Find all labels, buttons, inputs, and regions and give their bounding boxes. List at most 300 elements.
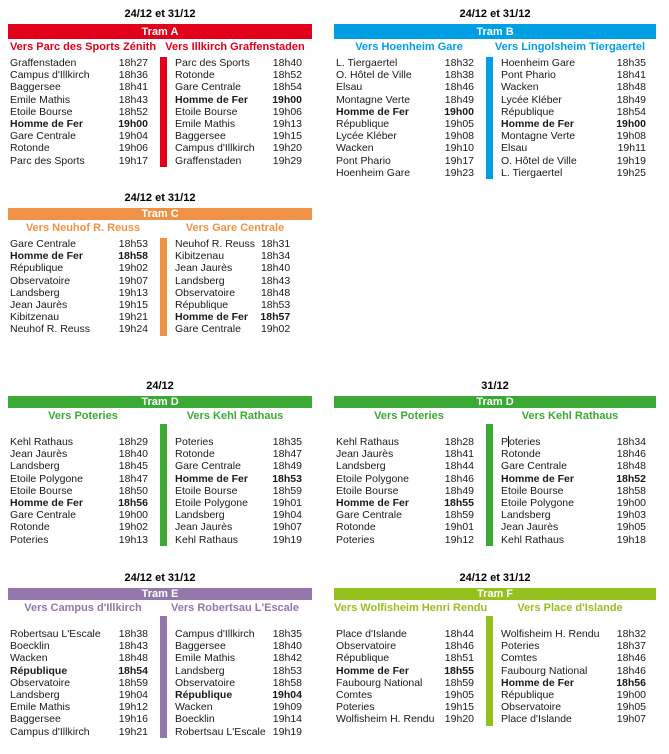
stop-name: Etoile Polygone bbox=[175, 497, 248, 510]
schedule-row bbox=[10, 118, 148, 130]
schedule-row bbox=[175, 106, 302, 118]
schedule-row bbox=[175, 534, 302, 546]
stop-name: Wacken bbox=[336, 142, 374, 155]
departure-time: 19h13 bbox=[118, 286, 148, 299]
schedule-row bbox=[336, 665, 474, 677]
schedule-date: 24/12 bbox=[146, 380, 174, 392]
departure-time: 18h36 bbox=[118, 69, 148, 82]
schedule-row bbox=[175, 130, 302, 142]
schedule-row bbox=[501, 509, 646, 521]
departure-time: 19h06 bbox=[272, 105, 302, 118]
tram-table-tram-f bbox=[334, 572, 656, 726]
schedule-date: 24/12 et 31/12 bbox=[459, 8, 531, 20]
schedule-row bbox=[175, 689, 302, 701]
departure-time: 18h52 bbox=[272, 69, 302, 82]
schedule-row bbox=[501, 460, 646, 472]
direction-heading: Vers Campus d'Illkirch bbox=[24, 602, 142, 614]
departure-time: 19h23 bbox=[444, 166, 474, 179]
departure-time: 19h06 bbox=[118, 142, 148, 155]
departure-time: 19h01 bbox=[272, 497, 302, 510]
departure-time: 18h54 bbox=[118, 664, 148, 677]
stop-name: Emile Mathis bbox=[10, 701, 71, 714]
stop-name: Rotonde bbox=[10, 142, 50, 155]
schedule-row bbox=[10, 262, 148, 274]
departure-time: 19h21 bbox=[118, 311, 148, 324]
schedule-row bbox=[175, 262, 290, 274]
direction-heading: Vers Poteries bbox=[374, 410, 444, 422]
stop-name: Lycée Kléber bbox=[501, 93, 562, 106]
stop-name: Wacken bbox=[501, 81, 539, 94]
departure-time: 18h35 bbox=[272, 436, 302, 448]
stop-name: Gare Centrale bbox=[10, 238, 76, 250]
schedule-row bbox=[175, 485, 302, 497]
stop-name: Homme de Fer bbox=[175, 472, 248, 485]
schedule-row bbox=[175, 713, 302, 725]
departure-time: 18h38 bbox=[444, 69, 474, 82]
column-divider bbox=[160, 616, 167, 738]
stop-name: Faubourg National bbox=[336, 676, 423, 689]
departure-time: 19h12 bbox=[444, 533, 474, 546]
stop-name: Rotonde bbox=[501, 448, 541, 461]
departure-time: 18h58 bbox=[272, 676, 302, 689]
departure-time: 19h00 bbox=[118, 118, 148, 131]
schedule-row bbox=[175, 701, 302, 713]
direction-heading: Vers Parc des Sports Zénith bbox=[9, 41, 157, 53]
timetable-body bbox=[8, 57, 312, 167]
schedule-row bbox=[501, 689, 646, 701]
schedule-row bbox=[175, 311, 290, 323]
tram-line-header: Tram E bbox=[8, 588, 312, 600]
schedule-row bbox=[10, 460, 148, 472]
departure-time: 19h09 bbox=[272, 701, 302, 714]
departure-time: 18h46 bbox=[444, 472, 474, 485]
schedule-row bbox=[175, 142, 302, 154]
departure-time: 19h12 bbox=[118, 701, 148, 714]
text-cursor bbox=[508, 436, 509, 447]
departure-time: 19h15 bbox=[118, 299, 148, 312]
schedule-date: 24/12 et 31/12 bbox=[124, 8, 196, 20]
stop-name: Wacken bbox=[10, 652, 48, 665]
schedule-row bbox=[175, 509, 302, 521]
schedule-row bbox=[10, 130, 148, 142]
schedule-row bbox=[336, 81, 474, 93]
tram-line-header: Tram A bbox=[8, 24, 312, 39]
departure-time: 18h35 bbox=[616, 57, 646, 69]
stop-name: Homme de Fer bbox=[336, 497, 409, 510]
stop-name: Landsberg bbox=[10, 689, 60, 702]
schedule-row bbox=[10, 509, 148, 521]
departure-time: 18h46 bbox=[444, 640, 474, 653]
direction-heading: Vers Lingolsheim Tiergaertel bbox=[494, 41, 646, 53]
departure-time: 19h00 bbox=[272, 93, 302, 106]
stop-name: Homme de Fer bbox=[10, 250, 83, 263]
stop-name: Montagne Verte bbox=[501, 130, 576, 143]
schedule-row bbox=[175, 118, 302, 130]
departure-time: 18h53 bbox=[118, 238, 148, 250]
schedule-row bbox=[501, 81, 646, 93]
schedule-row bbox=[336, 94, 474, 106]
schedule-row bbox=[336, 677, 474, 689]
departure-time: 19h21 bbox=[118, 725, 148, 738]
departure-time: 18h53 bbox=[272, 472, 302, 485]
departure-time: 18h32 bbox=[616, 628, 646, 640]
schedule-row bbox=[336, 167, 474, 179]
stop-name: Etoile Bourse bbox=[10, 484, 73, 497]
stop-name: Etoile Bourse bbox=[336, 484, 399, 497]
departure-time: 18h52 bbox=[616, 472, 646, 485]
column-divider bbox=[486, 424, 493, 546]
schedule-row bbox=[501, 652, 646, 664]
schedule-row bbox=[10, 94, 148, 106]
column-divider bbox=[486, 57, 493, 179]
stop-name: Boecklin bbox=[175, 713, 215, 726]
departure-time: 19h08 bbox=[444, 130, 474, 143]
departure-time: 18h54 bbox=[272, 81, 302, 94]
stop-name: Homme de Fer bbox=[336, 664, 409, 677]
column-divider bbox=[160, 57, 167, 167]
departure-time: 18h49 bbox=[444, 93, 474, 106]
timetable-body bbox=[334, 616, 656, 726]
stop-name: Gare Centrale bbox=[175, 460, 241, 473]
stop-name: Baggersee bbox=[175, 130, 226, 143]
stop-name: Pont Phario bbox=[501, 69, 556, 82]
stop-name: République bbox=[501, 105, 555, 118]
stop-name: Parc des Sports bbox=[10, 154, 85, 167]
departure-time: 19h17 bbox=[118, 154, 148, 167]
stop-name: Homme de Fer bbox=[501, 676, 574, 689]
timetable-body bbox=[8, 616, 312, 738]
schedule-row bbox=[336, 106, 474, 118]
departure-time: 19h00 bbox=[616, 497, 646, 510]
stop-name: Homme de Fer bbox=[501, 118, 574, 131]
tram-table-tram-c bbox=[8, 192, 312, 336]
tram-table-tram-e bbox=[8, 572, 312, 738]
schedule-row bbox=[501, 57, 646, 69]
stop-name: L. Tiergaertel bbox=[501, 166, 563, 179]
schedule-row bbox=[501, 485, 646, 497]
schedule-row bbox=[10, 142, 148, 154]
schedule-row bbox=[10, 689, 148, 701]
schedule-row bbox=[10, 628, 148, 640]
departure-time: 19h00 bbox=[118, 509, 148, 522]
schedule-row bbox=[10, 448, 148, 460]
direction-heading: Vers Hoenheim Gare bbox=[355, 41, 463, 53]
schedule-date: 24/12 et 31/12 bbox=[124, 192, 196, 204]
direction-heading: Vers Kehl Rathaus bbox=[186, 410, 284, 422]
departure-time: 18h50 bbox=[118, 484, 148, 497]
direction-column bbox=[8, 57, 148, 167]
schedule-date: 31/12 bbox=[481, 380, 509, 392]
stop-name: Neuhof R. Reuss bbox=[175, 238, 255, 250]
departure-time: 19h10 bbox=[444, 142, 474, 155]
direction-heading: Vers Place d'Islande bbox=[517, 602, 623, 614]
departure-time: 18h44 bbox=[444, 460, 474, 473]
stop-name: Elsau bbox=[336, 81, 363, 94]
departure-time: 18h43 bbox=[118, 93, 148, 106]
stop-name: Landsberg bbox=[336, 460, 386, 473]
direction-column bbox=[8, 238, 148, 336]
tram-table-tram-d-3112 bbox=[334, 380, 656, 546]
schedule-row bbox=[175, 677, 302, 689]
stop-name: Etoile Polygone bbox=[10, 472, 83, 485]
schedule-row bbox=[501, 69, 646, 81]
stop-name: Wacken bbox=[175, 701, 213, 714]
column-divider bbox=[160, 238, 167, 336]
schedule-row bbox=[175, 652, 302, 664]
departure-time: 19h02 bbox=[118, 262, 148, 275]
schedule-row bbox=[336, 628, 474, 640]
departure-time: 18h58 bbox=[616, 484, 646, 497]
schedule-row bbox=[336, 534, 474, 546]
departure-time: 19h20 bbox=[272, 142, 302, 155]
direction-headers bbox=[8, 602, 312, 614]
tram-line-header: Tram C bbox=[8, 208, 312, 220]
direction-column bbox=[493, 616, 656, 726]
departure-time: 19h13 bbox=[118, 533, 148, 546]
schedule-row bbox=[336, 118, 474, 130]
departure-time: 19h18 bbox=[616, 533, 646, 546]
stop-name: O. Hôtel de Ville bbox=[501, 154, 577, 167]
stop-name: Landsberg bbox=[501, 509, 551, 522]
direction-column bbox=[8, 424, 148, 546]
departure-time: 19h17 bbox=[444, 154, 474, 167]
departure-time: 19h04 bbox=[272, 689, 302, 702]
departure-time: 18h47 bbox=[118, 472, 148, 485]
stop-name: Gare Centrale bbox=[10, 130, 76, 143]
stop-name: Jean Jaurès bbox=[175, 262, 233, 275]
stop-name: Baggersee bbox=[10, 81, 61, 94]
tram-line-header: Tram B bbox=[334, 24, 656, 39]
stop-name: Poteries bbox=[10, 533, 49, 546]
schedule-row bbox=[336, 640, 474, 652]
stop-name: Robertsau L'Escale bbox=[175, 725, 266, 738]
stop-name: République bbox=[175, 299, 229, 312]
stop-name: Wolfisheim H. Rendu bbox=[501, 628, 600, 640]
timetable-body bbox=[8, 238, 312, 336]
schedule-row bbox=[10, 521, 148, 533]
stop-name: Jean Jaurès bbox=[10, 299, 68, 312]
stop-name: Rotonde bbox=[175, 69, 215, 82]
stop-name: République bbox=[10, 664, 68, 677]
stop-name: Jean Jaurès bbox=[336, 448, 394, 461]
stop-name: Poteries bbox=[501, 640, 540, 653]
departure-time: 19h04 bbox=[272, 509, 302, 522]
stop-name: Parc des Sports bbox=[175, 57, 250, 69]
schedule-row bbox=[501, 436, 646, 448]
schedule-row bbox=[175, 94, 302, 106]
departure-time: 19h11 bbox=[617, 142, 646, 155]
column-divider bbox=[160, 424, 167, 546]
schedule-row bbox=[10, 677, 148, 689]
schedule-row bbox=[501, 677, 646, 689]
direction-heading: Vers Gare Centrale bbox=[185, 222, 285, 234]
departure-time: 19h05 bbox=[444, 118, 474, 131]
departure-time: 19h02 bbox=[118, 521, 148, 534]
schedule-row bbox=[336, 448, 474, 460]
schedule-row bbox=[501, 497, 646, 509]
direction-heading: Vers Wolfisheim Henri Rendu bbox=[334, 602, 488, 614]
departure-time: 19h05 bbox=[616, 521, 646, 534]
departure-time: 19h07 bbox=[616, 713, 646, 726]
schedule-row bbox=[336, 485, 474, 497]
departure-time: 19h03 bbox=[616, 509, 646, 522]
departure-time: 19h02 bbox=[260, 323, 291, 336]
schedule-row bbox=[501, 640, 646, 652]
stop-name: Homme de Fer bbox=[336, 105, 409, 118]
departure-time: 19h08 bbox=[616, 130, 646, 143]
departure-time: 18h55 bbox=[444, 497, 474, 510]
departure-time: 18h59 bbox=[118, 676, 148, 689]
direction-heading: Vers Robertsau L'Escale bbox=[171, 602, 299, 614]
stop-name: Etoile Bourse bbox=[501, 484, 564, 497]
stop-name: Gare Centrale bbox=[501, 460, 567, 473]
departure-time: 19h01 bbox=[444, 521, 474, 534]
direction-headers bbox=[334, 410, 656, 422]
departure-time: 18h35 bbox=[272, 628, 302, 640]
schedule-row bbox=[175, 448, 302, 460]
departure-time: 19h15 bbox=[272, 130, 302, 143]
stop-name: Baggersee bbox=[175, 640, 226, 653]
stop-name: République bbox=[336, 118, 390, 131]
schedule-row bbox=[10, 640, 148, 652]
departure-time: 18h47 bbox=[272, 448, 302, 461]
departure-time: 18h49 bbox=[272, 460, 302, 473]
direction-column bbox=[493, 57, 656, 179]
departure-time: 18h52 bbox=[118, 105, 148, 118]
stop-name: Rotonde bbox=[336, 521, 376, 534]
stop-name: Etoile Bourse bbox=[10, 105, 73, 118]
stop-name: Boecklin bbox=[10, 640, 50, 653]
schedule-row bbox=[10, 155, 148, 167]
stop-name: Kehl Rathaus bbox=[501, 533, 565, 546]
stop-name: Rotonde bbox=[175, 448, 215, 461]
tram-line-header: Tram D bbox=[8, 396, 312, 408]
schedule-row bbox=[501, 448, 646, 460]
schedule-row bbox=[10, 323, 148, 335]
stop-name: Campus d'Illkirch bbox=[10, 725, 90, 738]
departure-time: 18h51 bbox=[444, 652, 474, 665]
timetable-body bbox=[334, 424, 656, 546]
stop-name: Observatoire bbox=[175, 286, 236, 299]
schedule-row bbox=[10, 250, 148, 262]
schedule-row bbox=[336, 155, 474, 167]
schedule-row bbox=[501, 155, 646, 167]
stop-name: Comtes bbox=[501, 652, 538, 665]
direction-headers bbox=[334, 41, 656, 53]
stop-name: Kehl Rathaus bbox=[336, 436, 400, 448]
direction-column bbox=[334, 616, 474, 726]
stop-name: Place d'Islande bbox=[336, 628, 407, 640]
departure-time: 19h24 bbox=[118, 323, 148, 336]
departure-time: 19h00 bbox=[444, 105, 474, 118]
departure-time: 18h41 bbox=[118, 81, 148, 94]
stop-name: Homme de Fer bbox=[175, 93, 248, 106]
departure-time: 19h07 bbox=[118, 274, 148, 287]
departure-time: 18h48 bbox=[616, 81, 646, 94]
schedule-row bbox=[336, 509, 474, 521]
stop-name: Pont Phario bbox=[336, 154, 391, 167]
schedule-row bbox=[501, 473, 646, 485]
schedule-row bbox=[336, 713, 474, 725]
departure-time: 18h48 bbox=[118, 652, 148, 665]
departure-time: 19h00 bbox=[616, 689, 646, 702]
schedule-row bbox=[10, 287, 148, 299]
direction-column bbox=[334, 424, 474, 546]
direction-headers bbox=[8, 41, 312, 53]
departure-time: 19h14 bbox=[272, 713, 302, 726]
stop-name: Campus d'Illkirch bbox=[175, 142, 255, 155]
schedule-date: 24/12 et 31/12 bbox=[124, 572, 196, 584]
departure-time: 19h00 bbox=[616, 118, 646, 131]
departure-time: 18h40 bbox=[118, 448, 148, 461]
schedule-row bbox=[501, 665, 646, 677]
schedule-row bbox=[175, 628, 302, 640]
direction-heading: Vers Illkirch Graffenstaden bbox=[165, 41, 305, 53]
stop-name: Gare Centrale bbox=[175, 323, 241, 336]
schedule-row bbox=[10, 436, 148, 448]
departure-time: 19h25 bbox=[616, 166, 646, 179]
stop-name: Etoile Bourse bbox=[175, 105, 238, 118]
stop-name: Wolfisheim H. Rendu bbox=[336, 713, 435, 726]
stop-name: Poteries bbox=[336, 701, 375, 714]
stop-name: Robertsau L'Escale bbox=[10, 628, 101, 640]
stop-name: O. Hôtel de Ville bbox=[336, 69, 412, 82]
stop-name: Graffenstaden bbox=[175, 154, 242, 167]
departure-time: 18h38 bbox=[118, 628, 148, 640]
schedule-row bbox=[336, 57, 474, 69]
direction-heading: Vers Poteries bbox=[48, 410, 118, 422]
departure-time: 19h20 bbox=[444, 713, 474, 726]
stop-name: Comtes bbox=[336, 689, 373, 702]
schedule-row bbox=[10, 665, 148, 677]
departure-time: 18h40 bbox=[272, 640, 302, 653]
stop-name: Kehl Rathaus bbox=[175, 533, 239, 546]
direction-heading: Vers Kehl Rathaus bbox=[521, 410, 619, 422]
schedule-row bbox=[336, 69, 474, 81]
schedule-row bbox=[501, 142, 646, 154]
schedule-row bbox=[175, 726, 302, 738]
tram-table-tram-b bbox=[334, 8, 656, 179]
schedule-row bbox=[501, 106, 646, 118]
timetable-body bbox=[334, 57, 656, 179]
departure-time: 18h46 bbox=[616, 448, 646, 461]
stop-name: Observatoire bbox=[10, 676, 71, 689]
direction-headers bbox=[8, 222, 312, 234]
schedule-row bbox=[175, 69, 302, 81]
departure-time: 19h29 bbox=[272, 154, 302, 167]
schedule-row bbox=[10, 473, 148, 485]
schedule-row bbox=[336, 652, 474, 664]
departure-time: 19h19 bbox=[616, 154, 646, 167]
stop-name: Elsau bbox=[501, 142, 528, 155]
departure-time: 18h45 bbox=[118, 460, 148, 473]
schedule-row bbox=[175, 497, 302, 509]
schedule-row bbox=[501, 118, 646, 130]
schedule-row bbox=[10, 57, 148, 69]
stop-name: République bbox=[10, 262, 64, 275]
stop-name: Etoile Polygone bbox=[336, 472, 409, 485]
departure-time: 19h15 bbox=[444, 701, 474, 714]
stop-name: Hoenheim Gare bbox=[336, 166, 411, 179]
departure-time: 19h07 bbox=[272, 521, 302, 534]
schedule-row bbox=[10, 69, 148, 81]
direction-column bbox=[167, 616, 312, 738]
departure-time: 18h55 bbox=[444, 664, 474, 677]
schedule-row bbox=[175, 436, 302, 448]
departure-time: 18h49 bbox=[444, 484, 474, 497]
schedule-row bbox=[175, 473, 302, 485]
schedule-row bbox=[175, 640, 302, 652]
